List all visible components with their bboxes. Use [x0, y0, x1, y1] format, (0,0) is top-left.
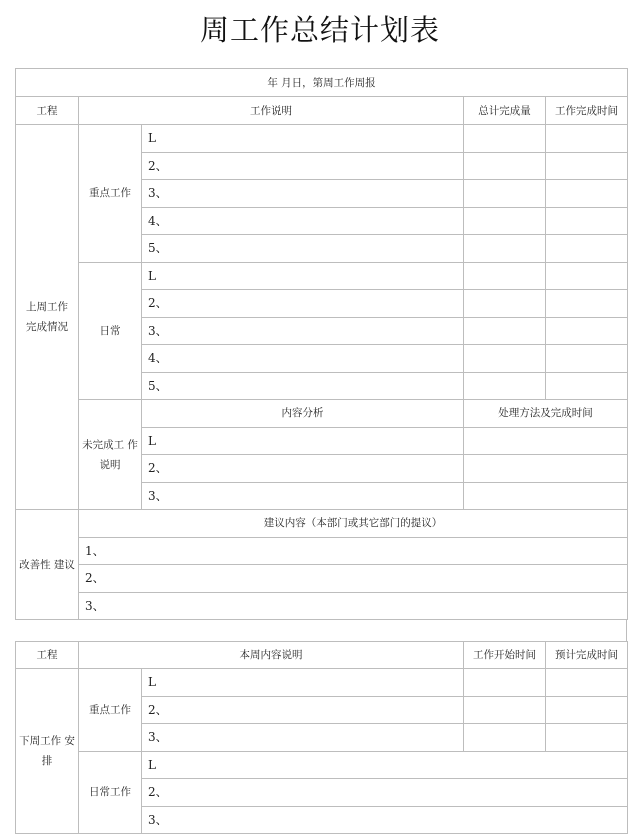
input-cell[interactable] — [545, 124, 628, 153]
input-cell[interactable] — [545, 723, 628, 752]
section-label: 改善性 建议 — [15, 509, 79, 620]
item-cell[interactable]: 5、 — [141, 234, 464, 263]
input-cell[interactable] — [463, 668, 546, 697]
input-cell[interactable] — [463, 124, 546, 153]
input-cell[interactable] — [463, 482, 628, 511]
input-cell[interactable] — [545, 372, 628, 401]
item-cell[interactable]: 2、 — [141, 289, 464, 318]
input-cell[interactable] — [545, 207, 628, 236]
item-cell[interactable]: 1、 — [78, 537, 628, 566]
item-cell[interactable]: L — [141, 427, 464, 456]
item-cell[interactable]: 4、 — [141, 207, 464, 236]
input-cell[interactable] — [463, 372, 546, 401]
column-header: 总计完成量 — [463, 96, 546, 125]
page-title: 周工作总结计划表 — [0, 8, 640, 49]
item-cell[interactable]: L — [141, 262, 464, 291]
item-cell[interactable]: 4、 — [141, 344, 464, 373]
input-cell[interactable] — [463, 723, 546, 752]
divider — [626, 619, 627, 641]
item-cell[interactable]: 3、 — [141, 723, 464, 752]
input-cell[interactable] — [463, 289, 546, 318]
item-cell[interactable]: L — [141, 751, 628, 780]
group-label: 日常 — [78, 262, 142, 401]
item-cell[interactable]: 3、 — [141, 806, 628, 834]
column-header: 工作开始时间 — [463, 641, 546, 669]
item-cell[interactable]: L — [141, 124, 464, 153]
item-cell[interactable]: 2、 — [78, 564, 628, 593]
input-cell[interactable] — [463, 152, 546, 181]
item-cell[interactable]: 3、 — [141, 482, 464, 511]
group-label: 日常工作 — [78, 751, 142, 834]
column-header: 工程 — [15, 96, 79, 125]
column-header: 处理方法及完成时间 — [463, 399, 628, 428]
column-header: 本周内容说明 — [78, 641, 464, 669]
section-label: 下周工作 安 排 — [15, 668, 79, 834]
column-header: 工作完成时间 — [545, 96, 628, 125]
input-cell[interactable] — [463, 207, 546, 236]
column-header: 工作说明 — [78, 96, 464, 125]
item-cell[interactable]: 3、 — [141, 179, 464, 208]
input-cell[interactable] — [545, 344, 628, 373]
input-cell[interactable] — [545, 696, 628, 725]
input-cell[interactable] — [463, 179, 546, 208]
input-cell[interactable] — [545, 668, 628, 697]
input-cell[interactable] — [463, 234, 546, 263]
item-cell[interactable]: 2、 — [141, 454, 464, 483]
group-label: 重点工作 — [78, 668, 142, 752]
item-cell[interactable]: 5、 — [141, 372, 464, 401]
section-label: 上周工作 完成情况 — [15, 124, 79, 510]
input-cell[interactable] — [463, 454, 628, 483]
input-cell[interactable] — [545, 179, 628, 208]
item-cell[interactable]: 2、 — [141, 778, 628, 807]
column-header: 内容分析 — [141, 399, 464, 428]
input-cell[interactable] — [463, 696, 546, 725]
item-cell[interactable]: 3、 — [78, 592, 628, 621]
input-cell[interactable] — [463, 262, 546, 291]
input-cell[interactable] — [463, 317, 546, 346]
report-header-title: 年 月日，第周工作周报 — [15, 68, 628, 97]
input-cell[interactable] — [545, 289, 628, 318]
input-cell[interactable] — [545, 317, 628, 346]
column-header: 预计完成时间 — [545, 641, 628, 669]
input-cell[interactable] — [545, 262, 628, 291]
group-label: 未完成工 作 说明 — [78, 399, 142, 510]
input-cell[interactable] — [545, 234, 628, 263]
column-header: 建议内容（本部门或其它部门的提议） — [78, 509, 628, 538]
item-cell[interactable]: L — [141, 668, 464, 697]
item-cell[interactable]: 2、 — [141, 696, 464, 725]
item-cell[interactable]: 3、 — [141, 317, 464, 346]
input-cell[interactable] — [545, 152, 628, 181]
group-label: 重点工作 — [78, 124, 142, 263]
input-cell[interactable] — [463, 427, 628, 456]
item-cell[interactable]: 2、 — [141, 152, 464, 181]
input-cell[interactable] — [463, 344, 546, 373]
column-header: 工程 — [15, 641, 79, 669]
